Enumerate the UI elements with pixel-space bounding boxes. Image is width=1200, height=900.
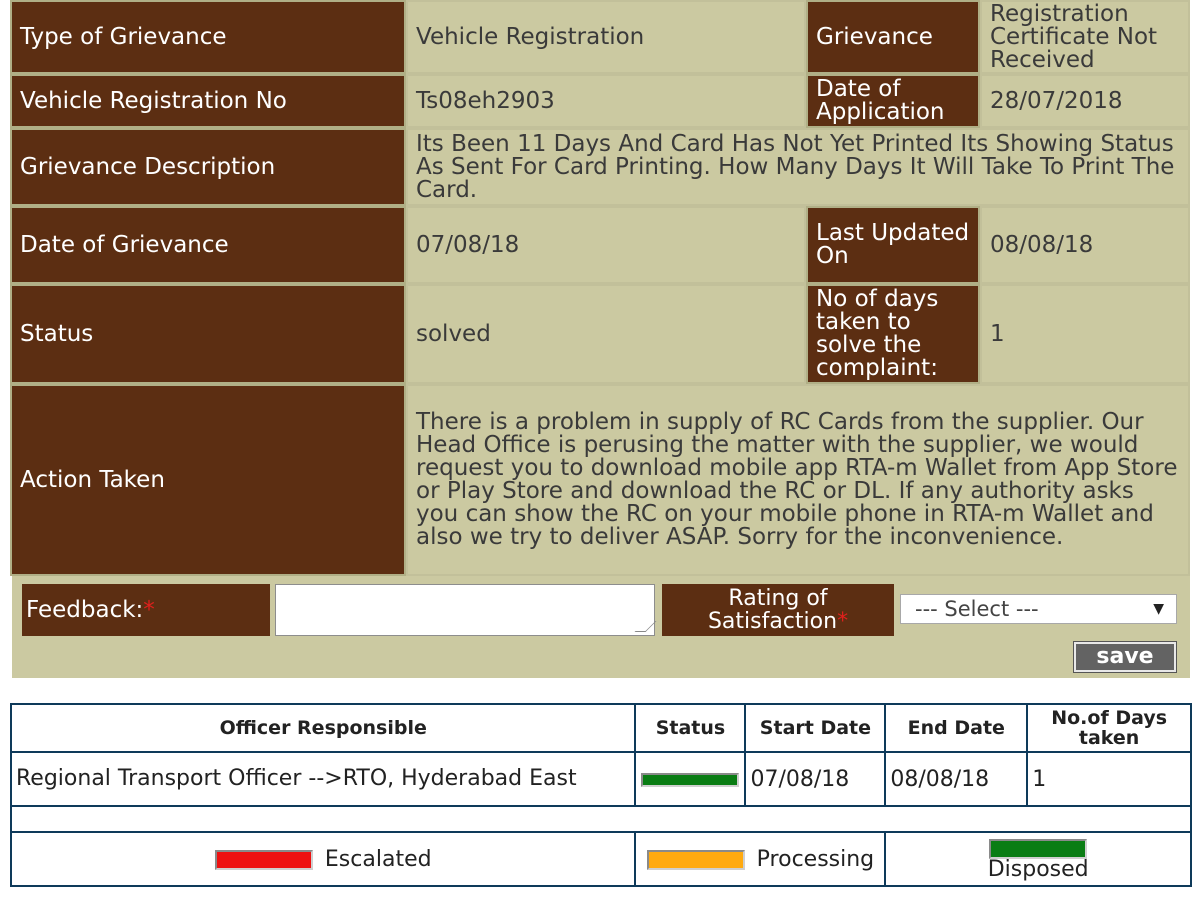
dropdown-caret-icon: ▼ (1153, 601, 1164, 617)
type-of-grievance-label: Type of Grievance (10, 0, 406, 74)
days-taken: 1 (1027, 752, 1191, 806)
resize-grip-icon[interactable] (635, 621, 657, 632)
header-status: Status (635, 704, 745, 752)
rating-of-satisfaction-label (662, 584, 894, 636)
status-value: solved (406, 284, 806, 384)
status-disposed-bar (641, 773, 739, 787)
processing-swatch (647, 850, 745, 870)
type-of-grievance-value: Vehicle Registration (406, 0, 806, 74)
feedback-textarea[interactable] (275, 584, 655, 636)
legend-row (11, 832, 1191, 886)
legend-escalated-label: Escalated (324, 846, 432, 872)
rating-label-text: Rating of Satisfaction (707, 586, 838, 634)
vehicle-registration-no-value: Ts08eh2903 (406, 74, 806, 128)
header-start-date: Start Date (745, 704, 885, 752)
status-label: Status (10, 284, 406, 384)
grievance-description-label: Grievance Description (10, 128, 406, 206)
legend-disposed (885, 832, 1191, 886)
grievance-value: Registration Certificate Not Received (980, 0, 1190, 74)
end-date: 08/08/18 (885, 752, 1027, 806)
feedback-label-text: Feedback: (26, 597, 144, 623)
grievance-label: Grievance (806, 0, 980, 74)
date-of-application-value: 28/07/2018 (980, 74, 1190, 128)
status-bar-cell (635, 752, 745, 806)
grievance-description-value: Its Been 11 Days And Card Has Not Yet Printed Its Showing Status As Sent For Card Printing. How Many Days It Will Take To Print The Card. (406, 128, 1190, 206)
action-taken-value: There is a problem in supply of RC Cards from the supplier. Our Head Office is perusing the matter with the supplier, we would request you to download mobile app RTA-m Wallet from App Store or Play Store and download the RC or DL. If any authority asks you can show the RC on your mobile phone in RTA-m Wallet and also we try to deliver ASAP. Sorry for the inconvenience. (406, 384, 1190, 576)
legend-disposed-label: Disposed (987, 857, 1089, 882)
date-of-grievance-value: 07/08/18 (406, 206, 806, 284)
action-taken-label: Action Taken (10, 384, 406, 576)
required-asterisk: * (143, 597, 155, 623)
feedback-panel (12, 576, 1190, 678)
header-officer-responsible: Officer Responsible (11, 704, 635, 752)
escalated-swatch (215, 850, 313, 870)
rating-select-value: --- Select --- (915, 597, 1039, 621)
grievance-details-table (10, 0, 1190, 576)
last-updated-on-value: 08/08/18 (980, 206, 1190, 284)
rating-select[interactable] (900, 594, 1177, 624)
days-taken-label: No of days taken to solve the complaint: (806, 284, 980, 384)
spacer-row (11, 806, 1191, 832)
officer-name: Regional Transport Officer -->RTO, Hyderabad East (11, 752, 635, 806)
feedback-label (22, 584, 270, 636)
header-end-date: End Date (885, 704, 1027, 752)
legend-processing-label: Processing (756, 846, 875, 872)
vehicle-registration-no-label: Vehicle Registration No (10, 74, 406, 128)
table-row (11, 752, 1191, 806)
date-of-application-label: Date of Application (806, 74, 980, 128)
last-updated-on-label: Last Updated On (806, 206, 980, 284)
save-button[interactable]: save (1074, 642, 1176, 672)
required-asterisk: * (837, 609, 849, 634)
days-taken-value: 1 (980, 284, 1190, 384)
legend-processing (635, 832, 885, 886)
disposed-swatch (989, 839, 1087, 859)
header-days-taken: No.of Days taken (1027, 704, 1191, 752)
legend-escalated (11, 832, 635, 886)
officer-responsible-table (10, 703, 1192, 887)
start-date: 07/08/18 (745, 752, 885, 806)
date-of-grievance-label: Date of Grievance (10, 206, 406, 284)
